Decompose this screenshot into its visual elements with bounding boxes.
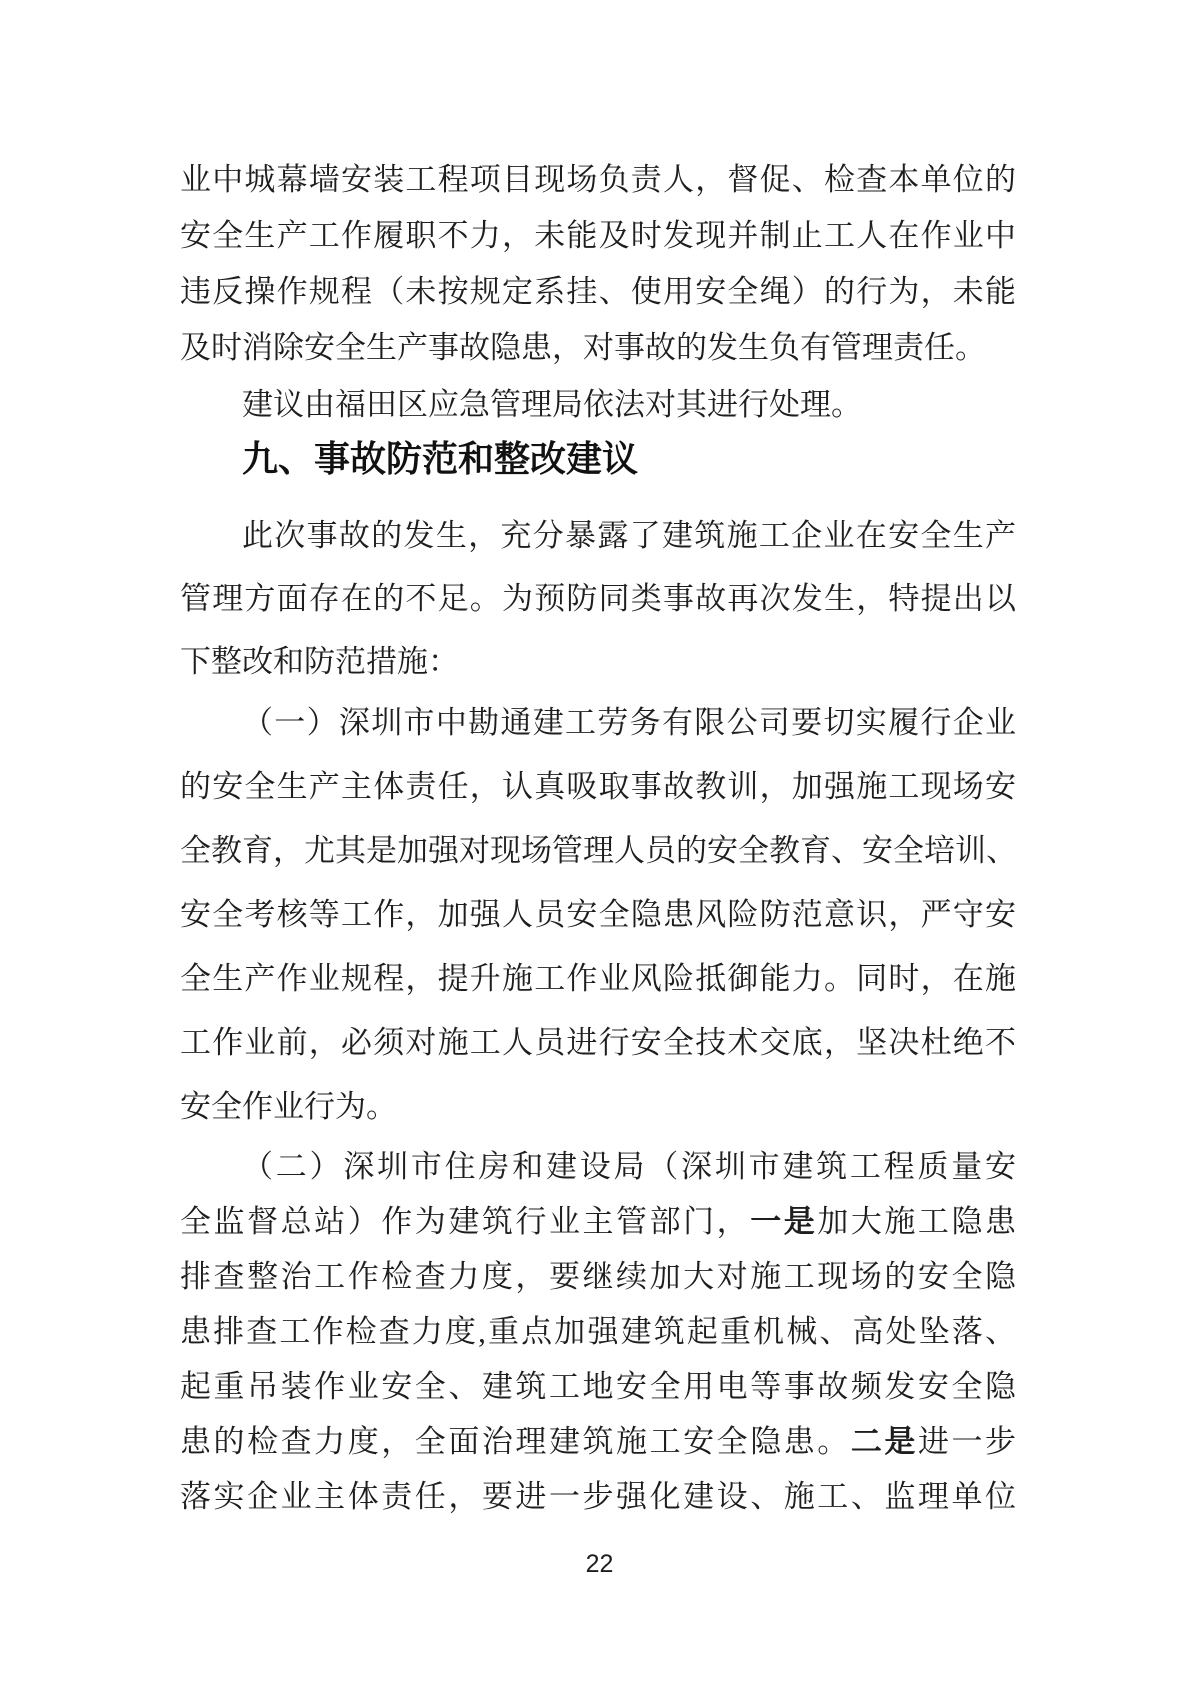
body-line xyxy=(180,1414,1016,1469)
body-line: （二）深圳市住房和建设局（深圳市建筑工程质量安 xyxy=(242,1149,1016,1184)
paragraph-item-2 xyxy=(180,1139,1016,1524)
body-line: 全生产作业规程，提升施工作业风险抵御能力。同时，在施 xyxy=(180,961,1016,996)
section-heading: 九、事故防范和整改建议 xyxy=(242,438,639,479)
body-line: 的安全生产主体责任，认真吸取事故教训，加强施工现场安 xyxy=(180,769,1016,804)
body-line: 业中城幕墙安装工程项目现场负责人，督促、检查本单位的 xyxy=(180,162,1016,197)
paragraph-recommendation xyxy=(180,377,1016,433)
body-line: 全教育，尤其是加强对现场管理人员的安全教育、安全培训、 xyxy=(180,833,1017,868)
paragraph-continued xyxy=(180,152,1016,376)
paragraph-item-1 xyxy=(180,691,1016,1139)
body-line: （一）深圳市中勘通建工劳务有限公司要切实履行企业 xyxy=(242,705,1016,740)
body-line: 此次事故的发生，充分暴露了建筑施工企业在安全生产 xyxy=(242,518,1016,553)
body-line xyxy=(180,1194,1016,1249)
page-number: 22 xyxy=(585,1550,614,1578)
body-line: 排查整治工作检查力度，要继续加大对施工现场的安全隐 xyxy=(180,1259,1016,1294)
body-line: 安全作业行为。 xyxy=(180,1089,397,1124)
body-line: 建议由福田区应急管理局依法对其进行处理。 xyxy=(242,387,862,422)
body-line: 下整改和防范措施： xyxy=(180,644,459,679)
body-line: 患排查工作检查力度,重点加强建筑起重机械、高处坠落、 xyxy=(180,1314,1016,1349)
body-line: 安全考核等工作，加强人员安全隐患风险防范意识，严守安 xyxy=(180,897,1016,932)
body-line: 起重吊装作业安全、建筑工地安全用电等事故频发安全隐 xyxy=(180,1369,1016,1404)
body-text: 进一步 xyxy=(917,1424,1017,1459)
bold-marker-yishi: 一是 xyxy=(750,1204,818,1239)
body-line: 违反操作规程（未按规定系挂、使用安全绳）的行为，未能 xyxy=(180,274,1016,309)
body-line: 工作业前，必须对施工人员进行安全技术交底，坚决杜绝不 xyxy=(180,1025,1016,1060)
bold-marker-ershi: 二是 xyxy=(850,1424,918,1459)
paragraph-intro xyxy=(180,504,1016,693)
body-line: 安全生产工作履职不力，未能及时发现并制止工人在作业中 xyxy=(180,218,1016,253)
body-line: 落实企业主体责任，要进一步强化建设、施工、监理单位 xyxy=(180,1479,1016,1514)
body-text: 加大施工隐患 xyxy=(817,1204,1017,1239)
body-text: 全监督总站）作为建筑行业主管部门， xyxy=(180,1204,751,1239)
body-line: 及时消除安全生产事故隐患，对事故的发生负有管理责任。 xyxy=(180,330,986,365)
body-text: 患的检查力度，全面治理建筑施工安全隐患。 xyxy=(180,1424,851,1459)
body-line: 管理方面存在的不足。为预防同类事故再次发生，特提出以 xyxy=(180,581,1016,616)
